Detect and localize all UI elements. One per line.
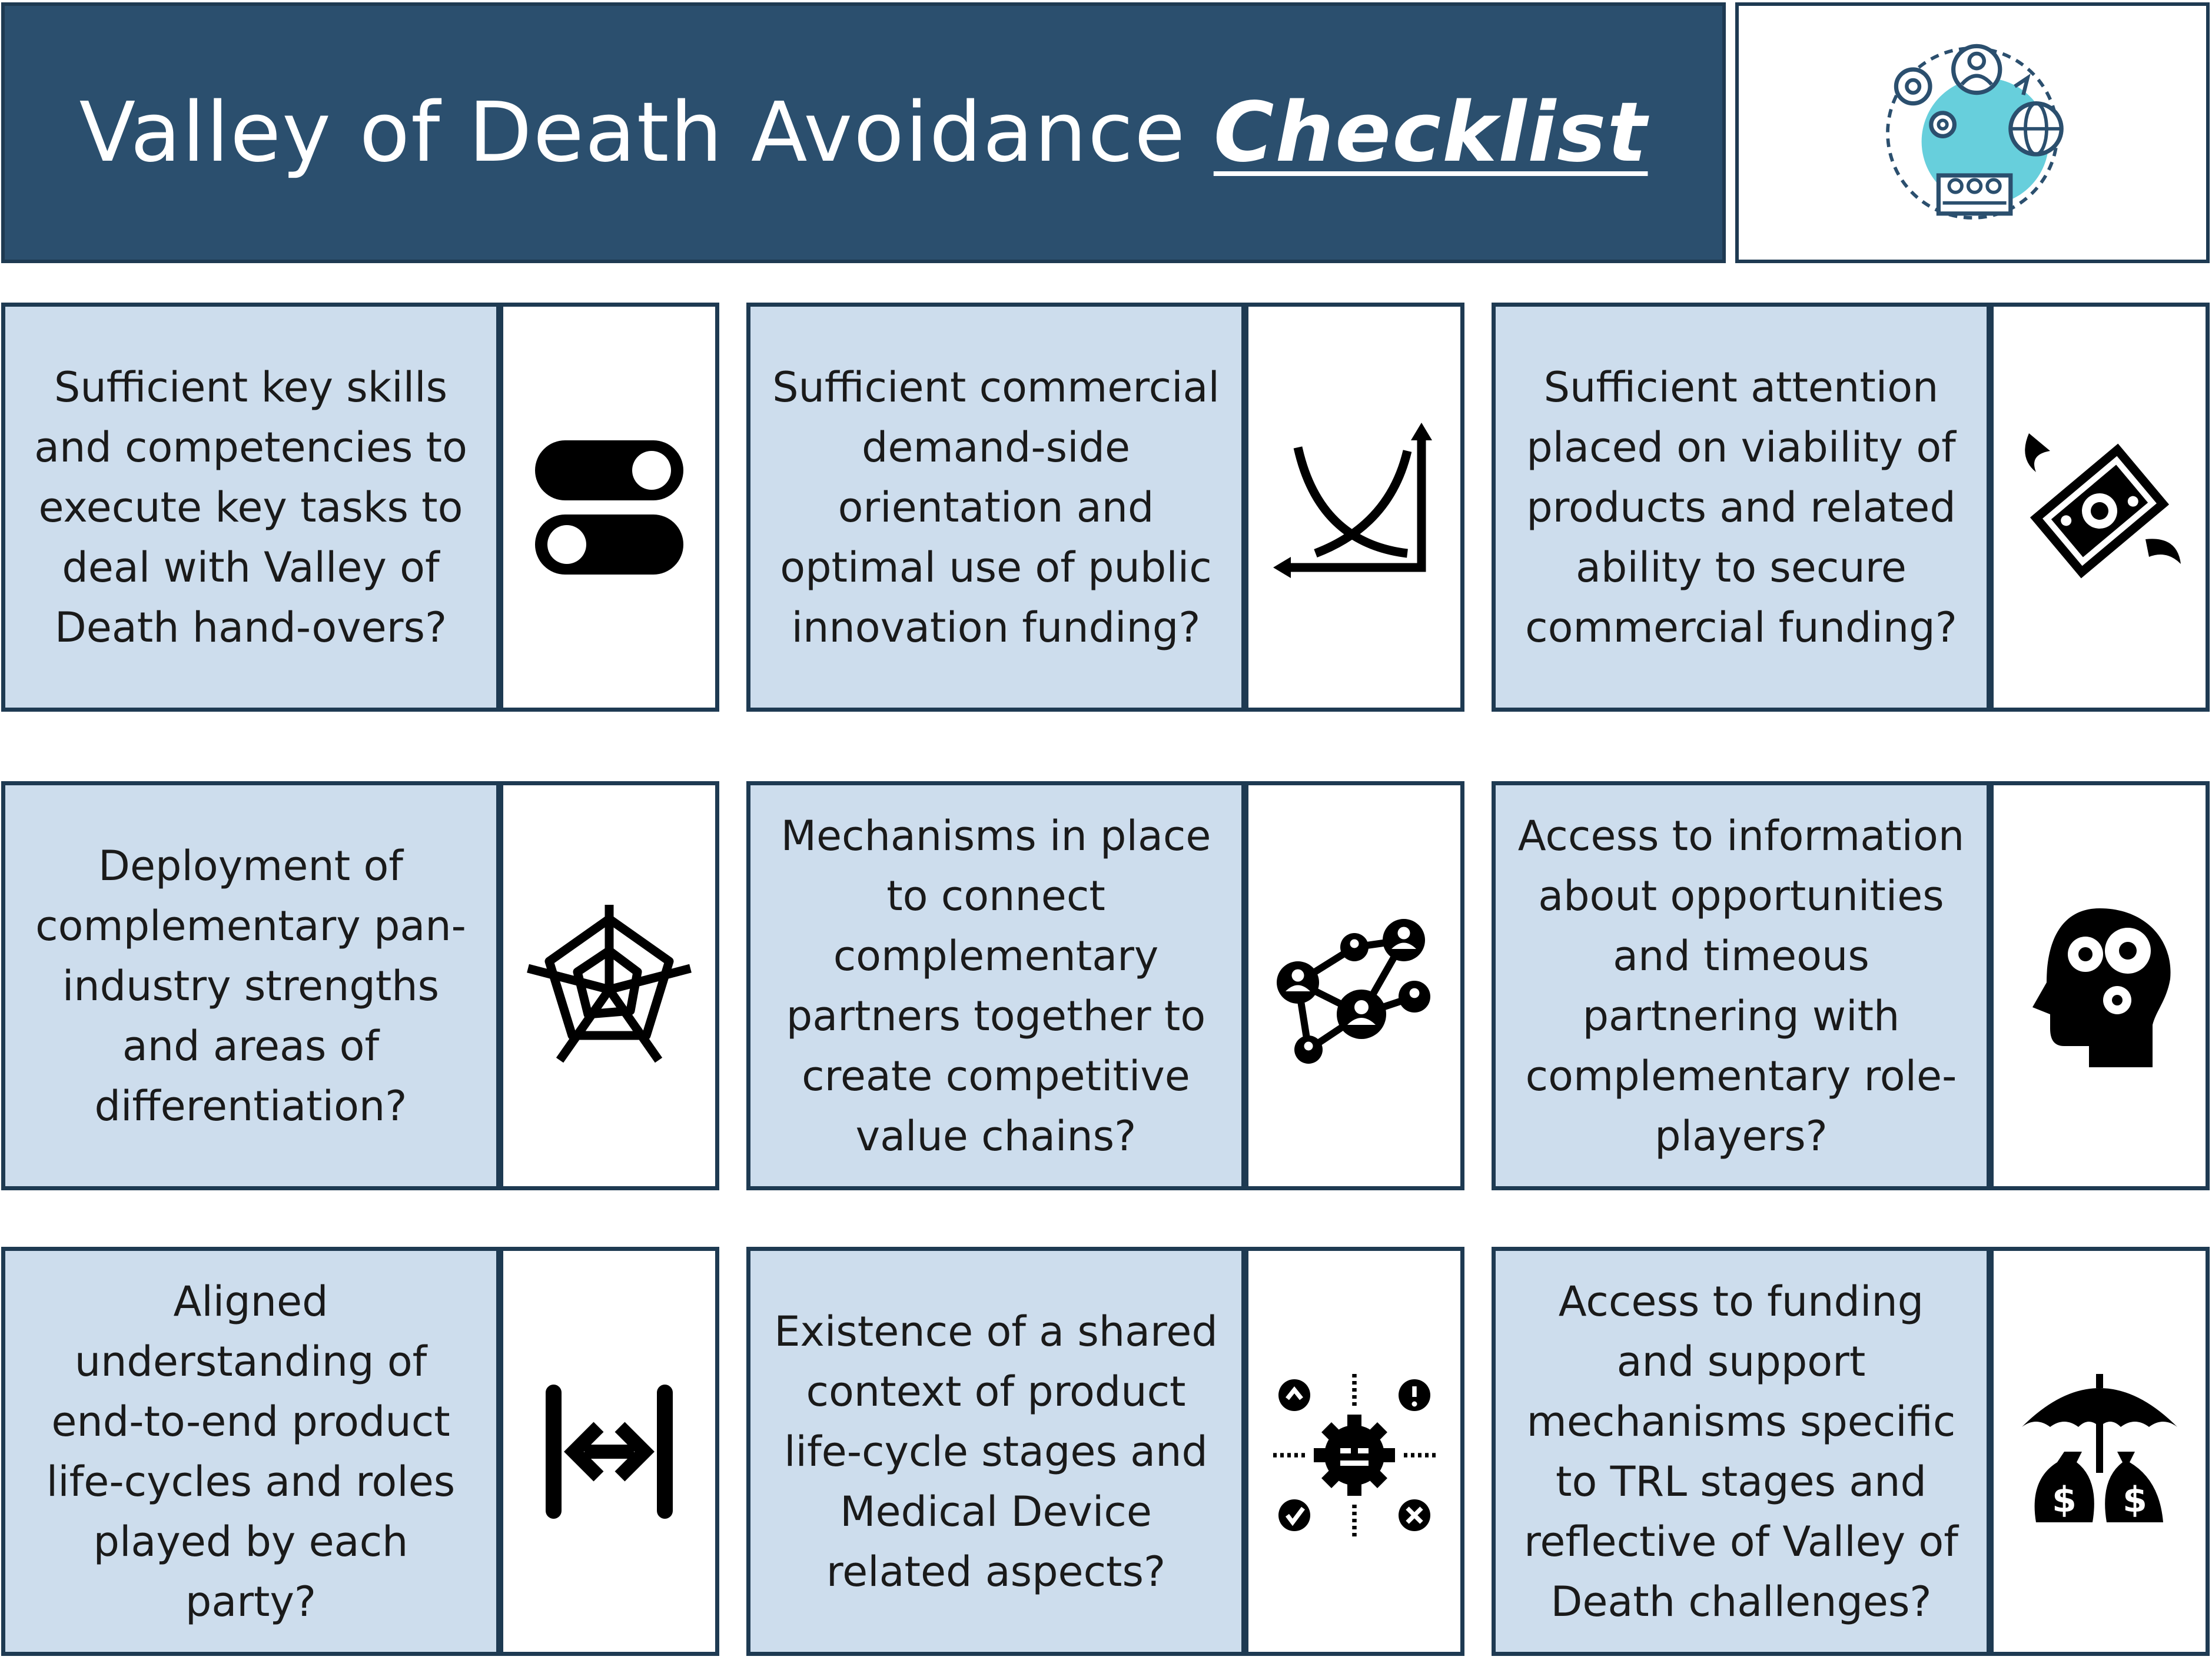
supply-demand-curve-icon [1266,419,1443,596]
card-text-panel [746,781,1246,1190]
card-icon-panel [1244,781,1464,1190]
card-icon-panel [1990,1247,2210,1656]
checklist-card-4 [1,781,719,1190]
title-emphasis: Checklist [1213,85,1648,181]
checklist-card-9 [1492,1247,2210,1656]
card-icon-panel [499,303,719,712]
checklist-card-7 [1,1247,719,1656]
card-text: Access to funding and support mechanisms specific to TRL stages and reflective of Valley of Death challenges? [1524,1277,1958,1626]
card-text: Existence of a shared context of product life-cycle stages and Medical Device related aspects? [774,1307,1218,1596]
people-network-icon [1266,898,1443,1074]
card-icon-panel [1244,1247,1464,1656]
checklist-card-1 [1,303,719,712]
card-text: Sufficient attention placed on viability of products and related ability to secure commercial funding? [1525,363,1957,652]
card-text-panel [1,303,500,712]
horizontal-span-arrow-icon [521,1363,698,1540]
logo-panel [1735,2,2210,263]
card-text-panel [746,1247,1246,1656]
svg-text:$: $ [2052,1479,2077,1521]
card-text-panel [1492,303,1991,712]
card-text: Sufficient commercial demand-side orientation and optimal use of public innovation funding? [772,363,1220,652]
head-gears-icon [2011,898,2188,1074]
card-text: Aligned understanding of end-to-end product life-cycles and roles played by each party? [46,1277,456,1626]
header-banner [1,2,1726,263]
card-text-panel [1,1247,500,1656]
card-text: Mechanisms in place to connect complementary partners together to create competitive value chains? [780,811,1211,1160]
card-icon-panel [499,1247,719,1656]
card-text: Sufficient key skills and competencies to execute key tasks to deal with Valley of Death hand-overs? [34,363,467,652]
umbrella-money-bags-icon [2011,1363,2188,1540]
collaboration-network-icon [1866,27,2078,239]
toggle-switches-icon [521,419,698,596]
radar-chart-icon [521,898,698,1074]
flying-money-icon [2011,419,2188,596]
page-title [79,85,1648,181]
checklist-card-8 [746,1247,1464,1656]
card-text-panel [1492,781,1991,1190]
title-main: Valley of Death Avoidance [79,85,1214,181]
checklist-card-5 [746,781,1464,1190]
checklist-card-3 [1492,303,2210,712]
card-icon-panel [499,781,719,1190]
card-icon-panel [1990,781,2210,1190]
card-text-panel [746,303,1246,712]
card-icon-panel [1990,303,2210,712]
card-text: Access to information about opportunities and timeous partnering with complementary role-players? [1517,811,1965,1160]
card-text-panel [1492,1247,1991,1656]
checklist-card-6 [1492,781,2210,1190]
card-text: Deployment of complementary pan-industry strengths and areas of differentiation? [35,841,466,1130]
svg-text:$: $ [2123,1479,2147,1521]
checklist-card-2 [746,303,1464,712]
gear-context-icon [1266,1363,1443,1540]
card-text-panel [1,781,500,1190]
card-icon-panel [1244,303,1464,712]
